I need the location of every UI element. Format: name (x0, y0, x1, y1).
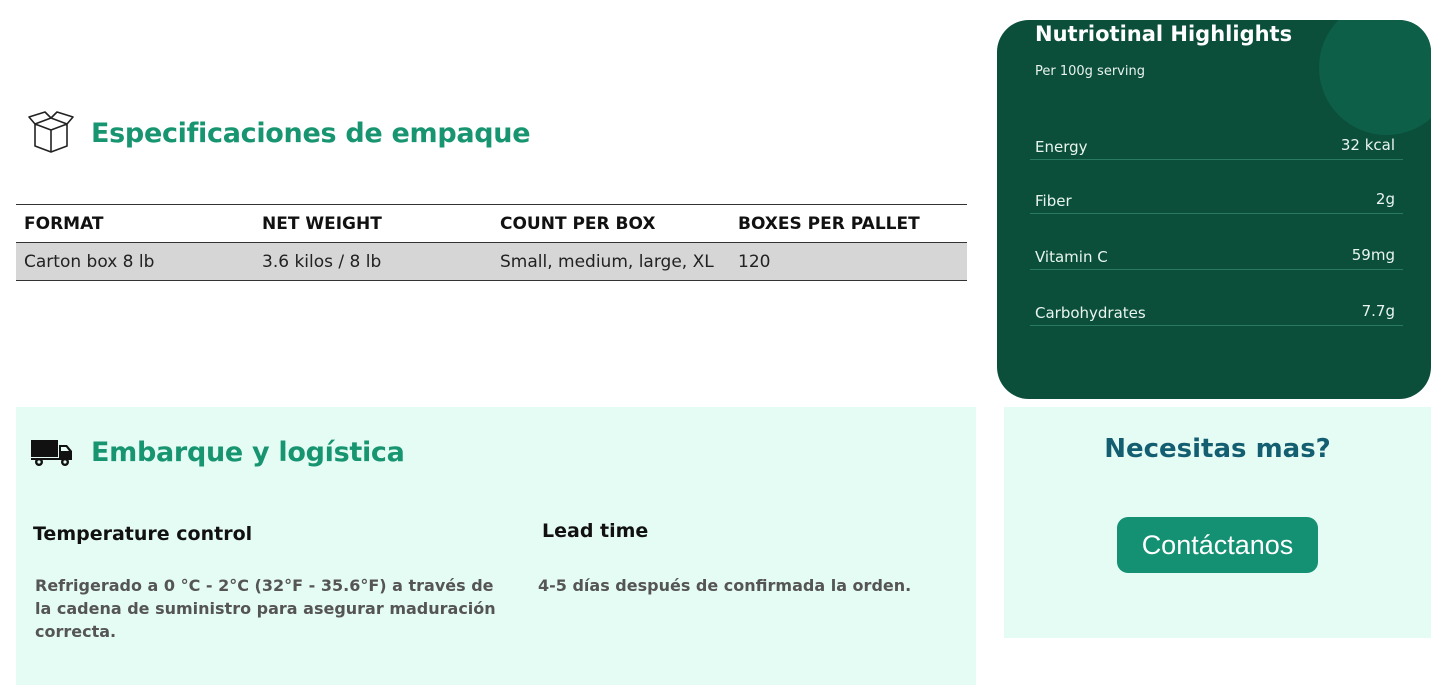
contact-panel (1004, 407, 1431, 638)
nutrition-label: Vitamin C (1035, 248, 1108, 266)
nutrition-value: 32 kcal (1340, 136, 1395, 154)
packaging-header (26, 110, 530, 156)
nutrition-value: 59mg (1351, 246, 1395, 264)
box-icon (26, 110, 76, 156)
table-header-row (16, 205, 967, 243)
nutrition-title: Nutriotinal Highlights (1035, 22, 1293, 46)
column-header-count-per-box: COUNT PER BOX (492, 205, 730, 243)
packaging-title: Especificaciones de empaque (91, 117, 531, 149)
table-row (16, 243, 967, 281)
nutrition-row-energy (1030, 130, 1403, 160)
nutrition-label: Fiber (1035, 192, 1072, 210)
cell-format: Carton box 8 lb (16, 243, 254, 281)
cell-boxes-per-pallet: 120 (730, 243, 967, 281)
decorative-circle (1319, 20, 1431, 135)
lead-time-label: Lead time (542, 520, 649, 542)
temperature-control-label: Temperature control (33, 523, 253, 545)
column-header-net-weight: NET WEIGHT (254, 205, 492, 243)
packaging-spec-table (16, 204, 967, 281)
temperature-control-text: Refrigerado a 0 °C - 2°C (32°F - 35.6°F) a través de la cadena de suministro para asegurar maduración correcta. (35, 576, 496, 641)
cell-net-weight: 3.6 kilos / 8 lb (254, 243, 492, 281)
lead-time-text: 4-5 días después de confirmada la orden. (538, 576, 912, 595)
truck-icon (30, 438, 74, 468)
nutrition-card (997, 20, 1431, 399)
nutrition-row-fiber (1030, 184, 1403, 214)
nutrition-label: Carbohydrates (1035, 304, 1146, 322)
shipping-header (30, 437, 405, 468)
column-header-format: FORMAT (16, 205, 254, 243)
nutrition-value: 2g (1375, 190, 1395, 208)
nutrition-row-carbohydrates (1030, 296, 1403, 326)
nutrition-label: Energy (1035, 138, 1088, 156)
column-header-boxes-per-pallet: BOXES PER PALLET (730, 205, 967, 243)
contact-title: Necesitas mas? (1104, 434, 1331, 464)
nutrition-row-vitamin-c (1030, 240, 1403, 270)
contact-button[interactable]: Contáctanos (1117, 517, 1318, 573)
nutrition-subtitle: Per 100g serving (1035, 64, 1145, 79)
shipping-panel (16, 407, 976, 685)
nutrition-value: 7.7g (1361, 302, 1395, 320)
cell-count-per-box: Small, medium, large, XL (492, 243, 730, 281)
shipping-title: Embarque y logística (91, 437, 405, 468)
